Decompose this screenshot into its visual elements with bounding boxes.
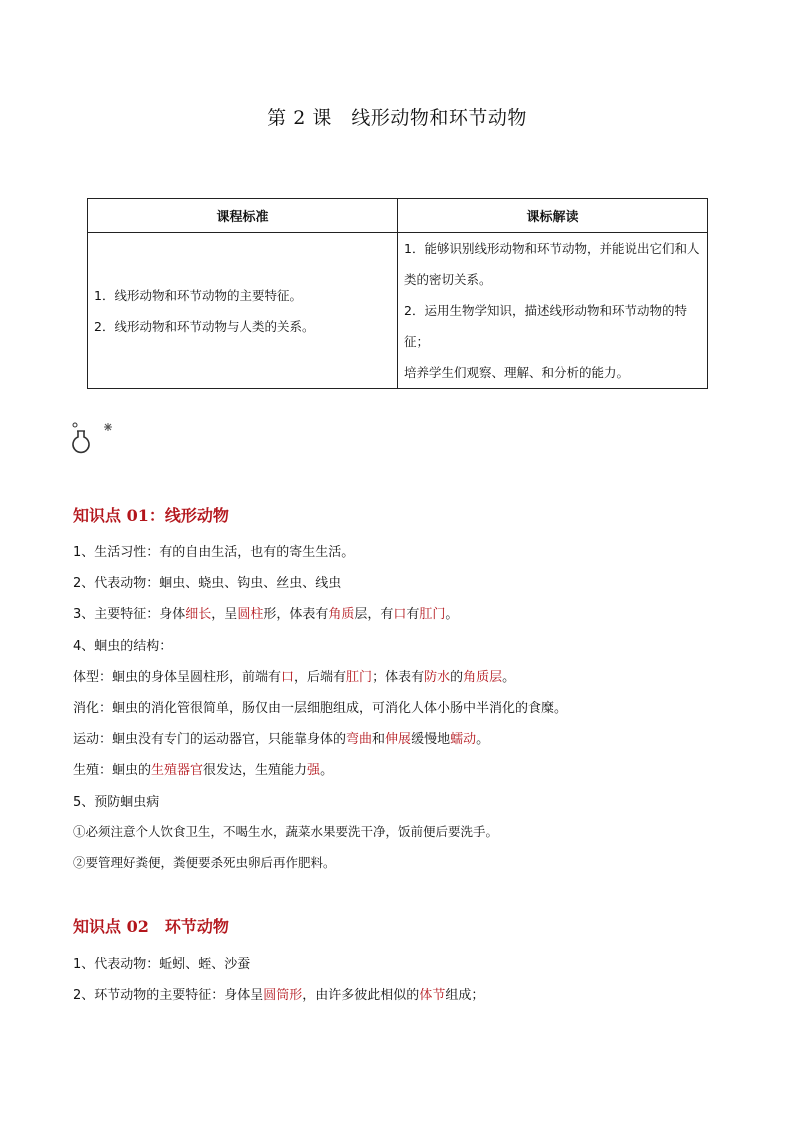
standard-line: 2．线形动物和环节动物与人类的关系。 (94, 318, 315, 334)
interpretation-line: 2．运用生物学知识，描述线形动物和环节动物的特征； (404, 303, 687, 349)
text-line: 3、主要特征：身体细长，呈圆柱形，体表有角质层，有口有肛门。 (73, 607, 459, 622)
text-line: ①必须注意个人饮食卫生，不喝生水，蔬菜水果要洗干净，饭前便后要洗手。 (73, 824, 499, 839)
sparkle-icon (104, 423, 112, 431)
interpretation-line: 培养学生们观察、理解、和分析的能力。 (404, 365, 630, 380)
text-line: 消化：蛔虫的消化管很简单，肠仅由一层细胞组成，可消化人体小肠中半消化的食糜。 (73, 701, 568, 716)
text-line: 运动：蛔虫没有专门的运动器官，只能靠身体的弯曲和伸展缓慢地蠕动。 (73, 732, 490, 747)
text-line: 1、生活习性：有的自由生活，也有的寄生生活。 (73, 545, 355, 560)
curriculum-table (87, 198, 708, 389)
table-header-interpretation: 课标解读 (398, 199, 708, 233)
text-line: 4、蛔虫的结构： (73, 639, 173, 654)
standard-cell (88, 233, 398, 389)
standard-line: 1．线形动物和环节动物的主要特征。 (94, 287, 302, 303)
text-line: 2、环节动物的主要特征：身体呈圆筒形，由许多彼此相似的体节组成； (73, 988, 485, 1003)
text-line: 生殖：蛔虫的生殖器官很发达，生殖能力强。 (73, 763, 334, 778)
text-line: 体型：蛔虫的身体呈圆柱形，前端有口，后端有肛门；体表有防水的角质层。 (73, 670, 516, 685)
section-heading-1: 知识点 01：线形动物 (73, 506, 229, 525)
table-header-standard: 课程标准 (88, 199, 398, 233)
page-title: 第 2 课 线形动物和环节动物 (267, 107, 527, 129)
text-line: ②要管理好粪便，粪便要杀死虫卵后再作肥料。 (73, 855, 336, 870)
interpretation-cell (398, 233, 708, 389)
text-line: 5、预防蛔虫病 (73, 795, 160, 810)
interpretation-line: 类的密切关系。 (404, 272, 492, 287)
interpretation-line: 1．能够识别线形动物和环节动物，并能说出它们和人 (404, 241, 700, 256)
text-line: 2、代表动物：蛔虫、蛲虫、钩虫、丝虫、线虫 (73, 576, 342, 591)
flask-icon (72, 420, 112, 460)
text-line: 1、代表动物：蚯蚓、蛭、沙蚕 (73, 957, 251, 972)
section-heading-2: 知识点 02 环节动物 (73, 917, 229, 936)
